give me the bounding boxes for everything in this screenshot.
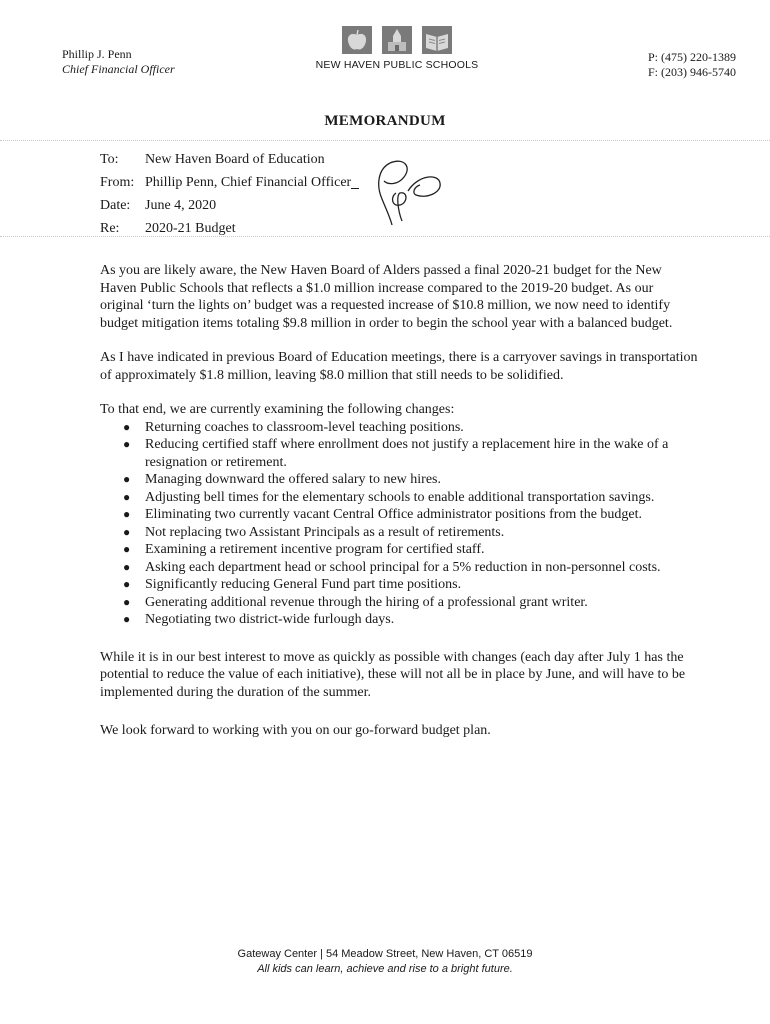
fax-number: F: (203) 946-5740 (648, 65, 736, 79)
sender-title: Chief Financial Officer (62, 62, 175, 76)
school-building-icon (382, 26, 412, 54)
list-item: ● Asking each department head or school principal for a 5% reduction in non-personnel costs. (123, 559, 661, 575)
school-logo (312, 26, 482, 71)
sender-block (62, 47, 175, 77)
field-date (100, 194, 359, 217)
list-item: ● Examining a retirement incentive program for certified staff. (123, 542, 485, 557)
field-label: Re: (100, 220, 120, 236)
list-item: ● Managing downward the offered salary to new hires. (123, 472, 441, 487)
memo-body (100, 262, 700, 740)
phone-number: P: (475) 220-1389 (648, 50, 736, 64)
memo-title: MEMORANDUM (324, 113, 446, 129)
handwritten-signature (368, 155, 453, 230)
signature-line (351, 176, 359, 189)
list-item: ● Eliminating two currently vacant Central Office administrator positions from the budget. (123, 507, 643, 522)
list-item: ● Generating additional revenue through the hiring of a professional grant writer. (123, 594, 588, 610)
paragraph: As I have indicated in previous Board of Education meetings, there is a carryover savings in transportation of approximately $1.8 million, leaving $8.0 million that still needs to be solidified. (100, 350, 698, 383)
list-item: ● Significantly reducing General Fund part time positions. (123, 577, 462, 592)
list-item: ● Adjusting bell times for the elementary schools to enable additional transportation savings. (123, 489, 655, 505)
list-item: ● Returning coaches to classroom-level teaching positions. (123, 419, 464, 435)
divider (0, 140, 770, 141)
changes-list (100, 419, 700, 629)
paragraph: While it is in our best interest to move as quickly as possible with changes (each day after July 1 has the potential to reduce the value of each initiative), these will not all be in place by June, and will have to be implemented during the duration of the summer. (100, 649, 686, 700)
paragraph: As you are likely aware, the New Haven Board of Alders passed a final 2020-21 budget for the New Haven Public Schools that reflects a $1.0 million increase compared to the 2019-20 budget. As our original ‘turn the lights on’ budget was a requested increase of $10.8 million, we now need to identify budget mitigation items totaling $9.8 million in order to begin the school year with a balanced budget. (100, 263, 673, 331)
footer-address: Gateway Center | 54 Meadow Street, New Haven, CT 06519 (237, 948, 533, 960)
field-value: New Haven Board of Education (145, 151, 325, 167)
sender-name: Phillip J. Penn (62, 47, 132, 61)
field-label: From: (100, 174, 135, 190)
field-label: To: (100, 151, 119, 167)
school-name: NEW HAVEN PUBLIC SCHOOLS (315, 59, 479, 71)
paragraph: We look forward to working with you on our go-forward budget plan. (100, 723, 491, 738)
footer-tagline: All kids can learn, achieve and rise to a bright future. (257, 963, 513, 975)
paragraph: To that end, we are currently examining the following changes: (100, 402, 455, 417)
footer (0, 947, 770, 977)
field-value: 2020-21 Budget (145, 220, 236, 236)
contact-block (648, 50, 736, 80)
list-item: ● Negotiating two district-wide furlough days. (123, 612, 395, 627)
list-item: ● Not replacing two Assistant Principals as a result of retirements. (123, 524, 505, 540)
list-item: ● Reducing certified staff where enrollment does not justify a replacement hire in the wake of a resignation or retirement. (123, 437, 669, 470)
memo-fields (100, 148, 359, 240)
apple-icon (342, 26, 372, 54)
field-to (100, 148, 359, 171)
book-icon (422, 26, 452, 54)
divider (0, 236, 770, 237)
field-from (100, 171, 359, 194)
field-value: June 4, 2020 (145, 197, 217, 213)
field-label: Date: (100, 197, 131, 213)
field-value: Phillip Penn, Chief Financial Officer (145, 174, 352, 190)
